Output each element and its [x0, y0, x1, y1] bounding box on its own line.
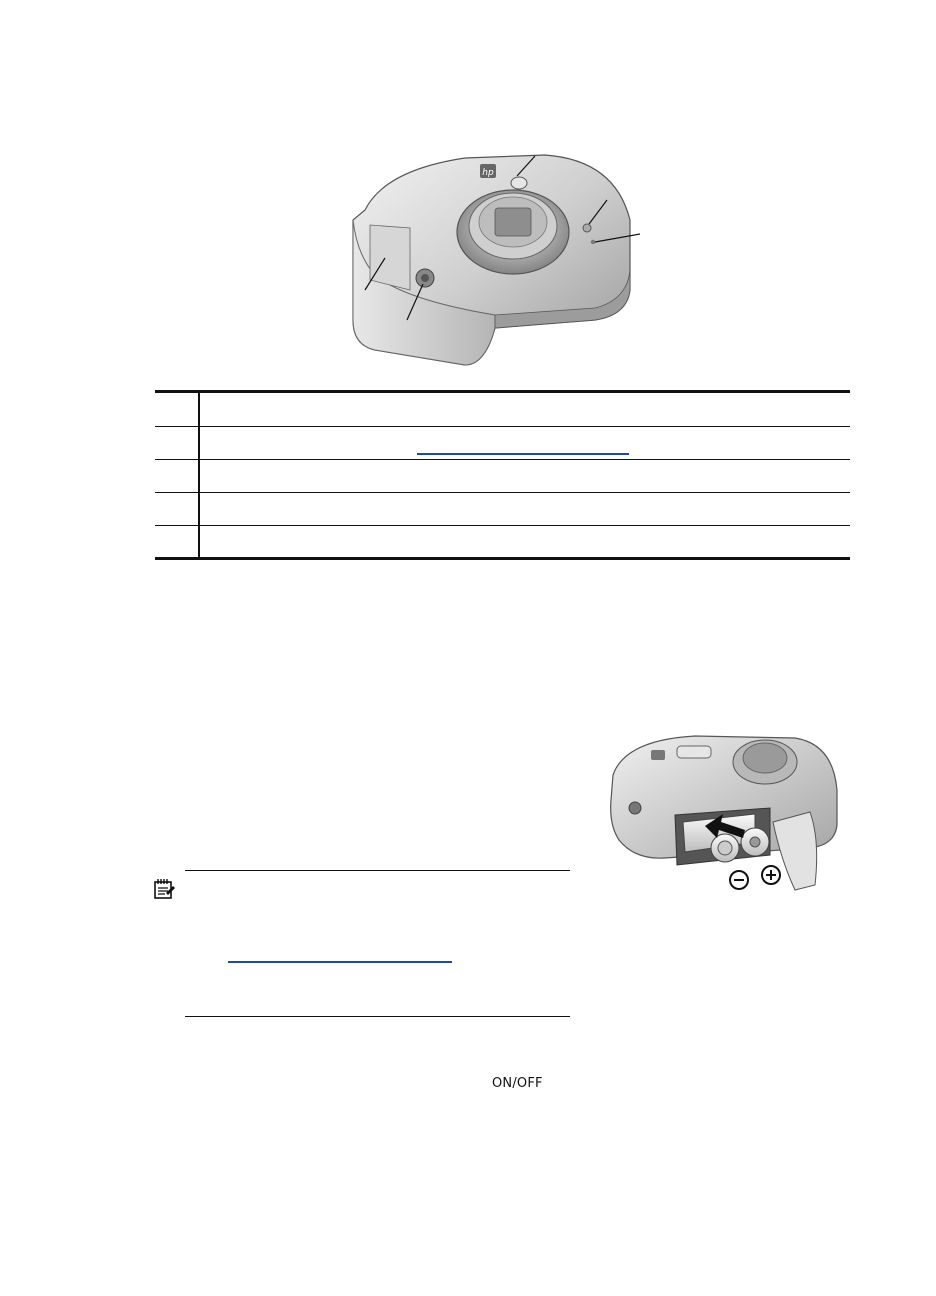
table-row-divider — [155, 492, 850, 493]
table-row-divider — [155, 525, 850, 526]
svg-text:hp: hp — [482, 168, 494, 178]
note-bottom-rule — [185, 1016, 570, 1017]
onoff-button-label: ON/OFF — [492, 1076, 543, 1091]
camera-front-illustration — [345, 150, 645, 370]
parts-table — [155, 390, 850, 560]
table-top-rule — [155, 390, 850, 393]
note-pad-icon — [152, 877, 176, 901]
table-row-divider — [155, 459, 850, 460]
battery-insert-illustration — [605, 730, 845, 895]
table-link-underline[interactable] — [417, 453, 629, 455]
note-top-rule — [185, 870, 570, 871]
note-link-underline[interactable] — [228, 961, 452, 963]
table-row-divider — [155, 426, 850, 427]
table-bottom-rule — [155, 557, 850, 560]
table-column-divider — [198, 393, 200, 557]
